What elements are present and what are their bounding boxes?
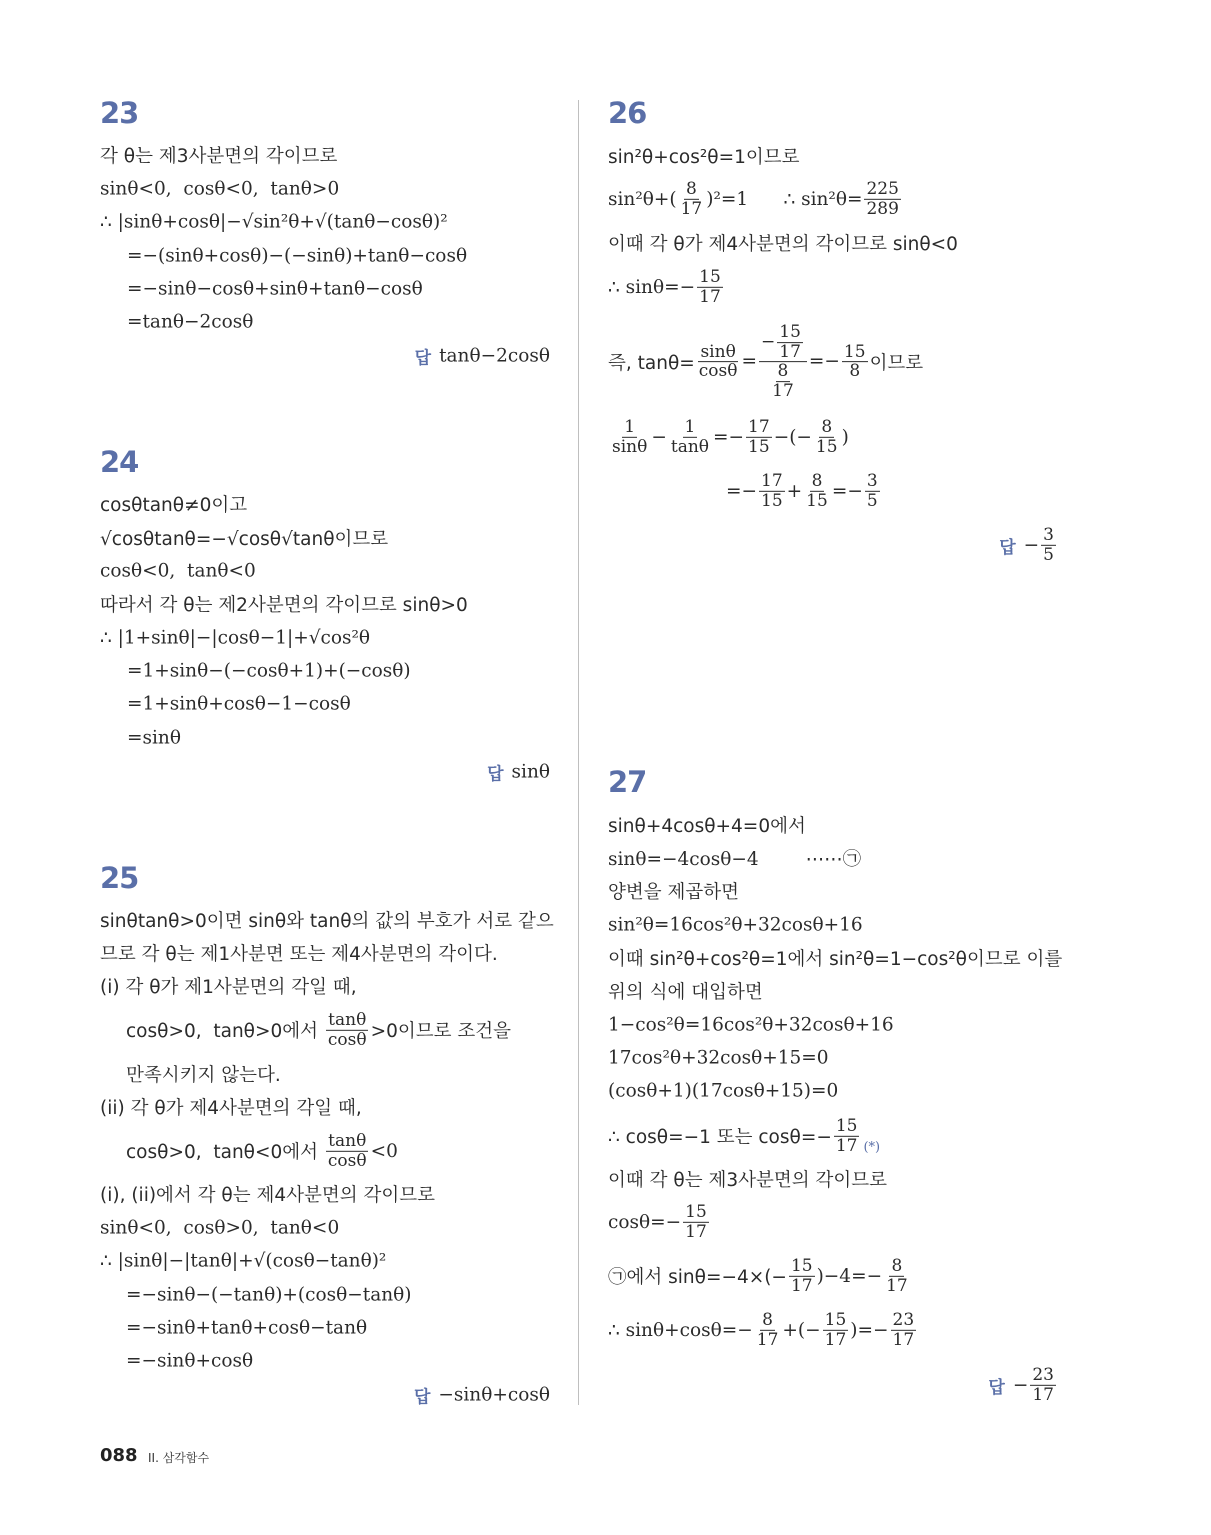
denominator [746, 438, 772, 457]
text-segment: (i), (ii)에서 각 θ는 제4사분면의 각이므로 [100, 1185, 435, 1206]
fraction [804, 472, 830, 510]
chapter-title: II. 삼각함수 [148, 1451, 210, 1465]
solution-line [608, 323, 923, 401]
denominator [1041, 546, 1056, 565]
math-segment: ∴ sinθ=− [608, 276, 696, 298]
denominator [789, 1277, 815, 1296]
math-segment: 15 [699, 266, 721, 287]
fraction [669, 418, 711, 456]
math-segment: 3 [866, 470, 878, 491]
solution-line [100, 212, 448, 233]
math-segment: 15 [835, 1115, 858, 1136]
denominator [814, 438, 840, 457]
fraction [864, 180, 900, 218]
solution-line [100, 142, 337, 168]
math-segment: 15 [685, 1201, 707, 1222]
solution-line [126, 1318, 367, 1339]
math-segment: −(− [773, 426, 812, 448]
denominator [759, 492, 785, 511]
math-segment: 17 [835, 1135, 858, 1156]
math-segment: 5 [1043, 544, 1054, 565]
fraction [679, 180, 705, 218]
problem-number: 25 [100, 861, 139, 895]
solution-line [608, 268, 725, 306]
numerator [789, 1257, 815, 1277]
math-segment: tanθ [670, 436, 710, 457]
numerator [776, 363, 791, 383]
math-segment: sinθ=−4cosθ−4 ⋯⋯㉠ [608, 849, 862, 870]
math-segment: 8 [891, 1255, 903, 1276]
answer [999, 526, 1058, 564]
solution-line [608, 143, 800, 169]
solution-line [100, 907, 554, 933]
fraction [697, 268, 723, 306]
text-segment: sinθ+4cosθ+4=0에서 [608, 816, 806, 837]
math-segment: =− [831, 480, 863, 502]
numerator [760, 1311, 775, 1331]
math-segment: 15 [843, 341, 866, 362]
math-segment: 17 [790, 1275, 813, 1296]
numerator [810, 472, 825, 492]
math-segment: =− [713, 426, 745, 448]
math-segment: 17 [748, 416, 770, 437]
answer-label: 답 [999, 537, 1016, 558]
text-segment: 이때 sin²θ+cos²θ=1에서 sin²θ=1−cos²θ이므로 이를 [608, 949, 1063, 970]
denominator [847, 363, 862, 382]
text-segment: (i) 각 θ가 제1사분면의 각일 때, [100, 977, 357, 998]
problem-number: 23 [100, 96, 139, 130]
fraction [770, 363, 796, 401]
fraction [891, 1311, 917, 1349]
denominator [326, 1152, 369, 1171]
fraction [326, 1132, 369, 1170]
solution-line [608, 915, 863, 936]
solution-line [127, 694, 351, 715]
solution-line [608, 978, 763, 1004]
solution-line [608, 812, 806, 838]
math-segment: 225 [866, 178, 899, 199]
denominator [766, 363, 800, 401]
solution-line [127, 728, 181, 749]
solution-line [100, 1218, 339, 1239]
math-segment: 8 [821, 416, 833, 437]
fraction [789, 1257, 815, 1295]
math-segment: 289 [866, 198, 899, 219]
math-segment: 1 [624, 416, 636, 437]
solution-line [608, 1015, 894, 1036]
text-segment: 위의 식에 대입하면 [608, 982, 763, 1003]
math-segment: 8 [686, 178, 697, 199]
text-segment: sinθtanθ>0이면 sinθ와 tanθ의 값의 부호가 서로 같으 [100, 911, 554, 932]
column-divider [578, 100, 579, 1405]
math-segment: cosθ [698, 361, 738, 382]
problem-number: 24 [100, 445, 139, 479]
denominator [326, 1031, 369, 1050]
math-segment: 8 [762, 1309, 773, 1330]
numerator [759, 323, 807, 362]
text-segment: cosθtanθ≠0이고 [100, 495, 248, 516]
answer-label: 답 [988, 1377, 1005, 1398]
math-segment: (cosθ+1)(17cosθ+15)=0 [608, 1080, 839, 1102]
numerator [777, 323, 803, 343]
math-segment: sinθ [612, 436, 648, 457]
denominator [884, 1277, 910, 1296]
problem-25 [100, 861, 554, 1408]
math-segment: cosθ [327, 1029, 367, 1050]
math-segment: 17 [886, 1275, 908, 1296]
denominator [697, 363, 740, 382]
solution-line [608, 1257, 912, 1295]
math-segment: ∴ |sinθ|−|tanθ|+√(cosθ−tanθ)² [100, 1250, 387, 1272]
math-segment: <0 [370, 1140, 398, 1162]
solution-line [608, 1166, 887, 1192]
math-segment: 15 [748, 436, 770, 457]
math-segment: sin²θ=16cos²θ+32cosθ+16 [608, 914, 863, 936]
denominator [669, 438, 711, 457]
denominator [777, 343, 803, 362]
fraction [814, 418, 840, 456]
denominator [865, 492, 880, 511]
math-segment: 17 [756, 1329, 779, 1350]
solution-line [100, 561, 256, 582]
text-segment: 이때 각 θ가 제4사분면의 각이므로 sinθ<0 [608, 234, 958, 255]
text-segment: 각 θ는 제3사분면의 각이므로 [100, 146, 338, 167]
math-segment: − [1023, 534, 1040, 556]
answer-label: 답 [487, 764, 504, 785]
math-segment: 17 [779, 341, 801, 362]
fraction [326, 1011, 369, 1049]
numerator [326, 1011, 368, 1031]
numerator [1030, 1366, 1056, 1386]
numerator [622, 418, 637, 438]
solution-line [100, 179, 339, 200]
solution-line [100, 591, 468, 617]
math-segment: −sinθ+cosθ [438, 1384, 550, 1406]
numerator [746, 418, 772, 438]
math-segment: − [651, 426, 667, 448]
numerator [834, 1117, 860, 1137]
denominator [823, 1331, 849, 1350]
math-segment: 17cos²θ+32cosθ+15=0 [608, 1047, 829, 1069]
solution-line [127, 312, 253, 333]
math-segment: =1+sinθ−(−cosθ+1)+(−cosθ) [127, 660, 411, 682]
answer [487, 760, 550, 785]
fraction [823, 1311, 849, 1349]
math-segment: cosθ [327, 1150, 367, 1171]
fraction [697, 343, 740, 381]
math-segment: 3 [1043, 524, 1054, 545]
numerator [684, 180, 699, 200]
math-segment: tanθ−2cosθ [439, 345, 550, 367]
math-segment: 15 [824, 1309, 847, 1330]
problem-number: 27 [608, 765, 647, 799]
solution-line [100, 491, 247, 517]
text-segment: 양변을 제곱하면 [608, 882, 739, 903]
math-segment: sinθ [700, 341, 736, 362]
note-marker: (*) [863, 1140, 881, 1156]
text-segment: ∴ cosθ=−1 또는 cosθ=− [608, 1127, 832, 1148]
math-segment: =sinθ [127, 727, 181, 749]
math-segment: )−4=− [816, 1265, 883, 1287]
solution-line [608, 878, 739, 904]
math-segment: 17 [685, 1221, 707, 1242]
solution-line [100, 973, 357, 999]
fraction [834, 1117, 860, 1155]
math-segment: =−sinθ+cosθ [126, 1350, 254, 1372]
text-segment: 이때 각 θ는 제3사분면의 각이므로 [608, 1170, 887, 1191]
math-segment: ∴ sinθ+cosθ=− [608, 1319, 753, 1341]
math-segment: − [1012, 1374, 1029, 1396]
solution-line [126, 1351, 253, 1372]
solution-line [100, 1181, 435, 1207]
solution-line [608, 1048, 829, 1069]
math-segment: sinθ<0, cosθ>0, tanθ<0 [100, 1217, 340, 1239]
math-segment: sin²θ+( [608, 188, 677, 210]
math-segment: 15 [790, 1255, 813, 1276]
fraction [777, 323, 803, 361]
math-segment: =−sinθ+tanθ+cosθ−tanθ [126, 1317, 368, 1339]
answer-label: 답 [413, 1387, 431, 1408]
numerator [819, 418, 834, 438]
text-segment: cosθ>0, tanθ<0에서 [126, 1142, 324, 1163]
math-segment: 17 [1032, 1384, 1054, 1405]
problem-27 [608, 765, 1063, 1405]
denominator [1030, 1386, 1056, 1405]
fraction [884, 1257, 910, 1295]
math-segment: ∴ |1+sinθ|−|cosθ−1|+√cos²θ [100, 627, 371, 649]
math-segment: )=− [850, 1319, 889, 1341]
denominator [804, 492, 830, 511]
math-segment: sinθ<0, cosθ<0, tanθ>0 [100, 178, 340, 200]
numerator [326, 1132, 368, 1152]
math-segment: 23 [1032, 1364, 1054, 1385]
math-segment: 1−cos²θ=16cos²θ+32cosθ+16 [608, 1014, 894, 1036]
math-segment: ∴ |sinθ+cosθ|−√sin²θ+√(tanθ−cosθ)² [100, 211, 448, 233]
solution-line [100, 1251, 386, 1272]
answer [415, 344, 550, 369]
answer [988, 1366, 1058, 1404]
math-segment: = [741, 351, 758, 373]
fraction [759, 323, 807, 401]
solution-line [127, 279, 423, 300]
text-segment: 따라서 각 θ는 제2사분면의 각이므로 sinθ>0 [100, 595, 468, 616]
fraction [755, 1311, 781, 1349]
math-segment: 8 [811, 470, 823, 491]
math-segment: +(− [782, 1319, 821, 1341]
math-segment: 15 [779, 322, 801, 343]
denominator [834, 1137, 860, 1156]
solution-line [608, 1081, 838, 1102]
fraction [759, 472, 785, 510]
numerator [1041, 526, 1056, 546]
solution-line [608, 1203, 711, 1241]
solution-line [126, 1132, 398, 1170]
solution-line [100, 1094, 362, 1120]
fraction [842, 343, 868, 381]
math-segment: cosθ<0, tanθ<0 [100, 560, 256, 582]
fraction [610, 418, 649, 456]
solution-line [726, 472, 882, 510]
text-segment: >0이므로 조건을 [370, 1021, 511, 1042]
math-segment: =−sinθ−(−tanθ)+(cosθ−tanθ) [126, 1284, 412, 1306]
math-segment: =−sinθ−cosθ+sinθ+tanθ−cosθ [127, 278, 423, 300]
math-segment: 8 [777, 361, 789, 382]
text-segment: sin²θ+cos²θ=1이므로 [608, 147, 800, 168]
denominator [891, 1331, 917, 1350]
text-segment: cosθ>0, tanθ>0에서 [126, 1021, 324, 1042]
math-segment: 17 [892, 1329, 915, 1350]
problem-number: 26 [608, 96, 647, 130]
math-segment: ) [841, 426, 849, 448]
math-segment: 5 [866, 490, 878, 511]
solution-line [126, 1285, 412, 1306]
answer [414, 1383, 550, 1408]
math-segment: 15 [815, 436, 838, 457]
math-segment: =− [726, 480, 758, 502]
denominator [755, 1331, 781, 1350]
denominator [697, 288, 723, 307]
solution-line [100, 525, 388, 551]
math-segment: 17 [824, 1329, 847, 1350]
fraction [1041, 526, 1056, 564]
solution-line [100, 628, 370, 649]
math-segment: =tanθ−2cosθ [127, 311, 254, 333]
math-segment: =1+sinθ+cosθ−1−cosθ [127, 693, 351, 715]
numerator [891, 1311, 917, 1331]
numerator [864, 180, 900, 200]
numerator [889, 1257, 904, 1277]
text-segment: 므로 각 θ는 제1사분면 또는 제4사분면의 각이다. [100, 944, 498, 965]
math-segment: 15 [806, 490, 828, 511]
text-segment: 만족시키지 않는다. [126, 1065, 281, 1086]
numerator [865, 472, 880, 492]
numerator [683, 418, 698, 438]
denominator [770, 382, 796, 401]
text-segment: 즉, tanθ= [608, 353, 695, 374]
answer-label: 답 [414, 348, 432, 369]
denominator [679, 200, 705, 219]
math-segment: sinθ [511, 761, 550, 783]
solution-line [608, 230, 958, 256]
fraction [746, 418, 772, 456]
text-segment: 이므로 [869, 353, 924, 374]
problem-24 [100, 445, 550, 785]
math-segment: =− [808, 351, 840, 373]
solution-line [127, 246, 467, 267]
math-segment: )²=1 ∴ sin²θ= [706, 188, 863, 210]
math-segment: tanθ [328, 1009, 367, 1030]
denominator [610, 438, 649, 457]
denominator [683, 1223, 709, 1242]
math-segment: 17 [761, 470, 783, 491]
solution-line [608, 945, 1062, 971]
math-segment: =−(sinθ+cosθ)−(−sinθ)+tanθ−cosθ [127, 245, 468, 267]
solution-line [608, 418, 849, 456]
math-segment: 17 [772, 381, 794, 402]
solution-line [126, 1011, 511, 1049]
solution-line [126, 1061, 281, 1087]
numerator [683, 1203, 709, 1223]
problem-23 [100, 96, 550, 369]
text-segment: (ii) 각 θ가 제4사분면의 각일 때, [100, 1098, 362, 1119]
numerator [759, 472, 785, 492]
solution-line [608, 180, 903, 218]
numerator [842, 343, 868, 363]
solution-line [608, 845, 861, 871]
math-segment: − [761, 331, 776, 352]
math-segment: 15 [761, 490, 783, 511]
solution-line [608, 1311, 918, 1349]
denominator [864, 200, 900, 219]
solution-line [100, 940, 498, 966]
numerator [823, 1311, 849, 1331]
math-segment: + [786, 480, 803, 502]
math-segment: 17 [680, 198, 703, 219]
fraction [865, 472, 880, 510]
math-segment: cosθ=− [608, 1211, 682, 1233]
numerator [697, 268, 723, 288]
page-number: 088 [100, 1445, 138, 1466]
solution-line [127, 661, 411, 682]
math-segment: 23 [892, 1309, 915, 1330]
fraction [1030, 1366, 1056, 1404]
math-segment: 17 [699, 286, 721, 307]
solution-line [608, 1117, 880, 1155]
math-segment: 8 [849, 361, 861, 382]
numerator [698, 343, 737, 363]
math-segment: tanθ [328, 1130, 367, 1151]
fraction [683, 1203, 709, 1241]
text-segment: ㉠에서 sinθ=−4×(− [608, 1267, 787, 1288]
text-segment: √cosθtanθ=−√cosθ√tanθ이므로 [100, 529, 389, 550]
math-segment: 1 [684, 416, 696, 437]
